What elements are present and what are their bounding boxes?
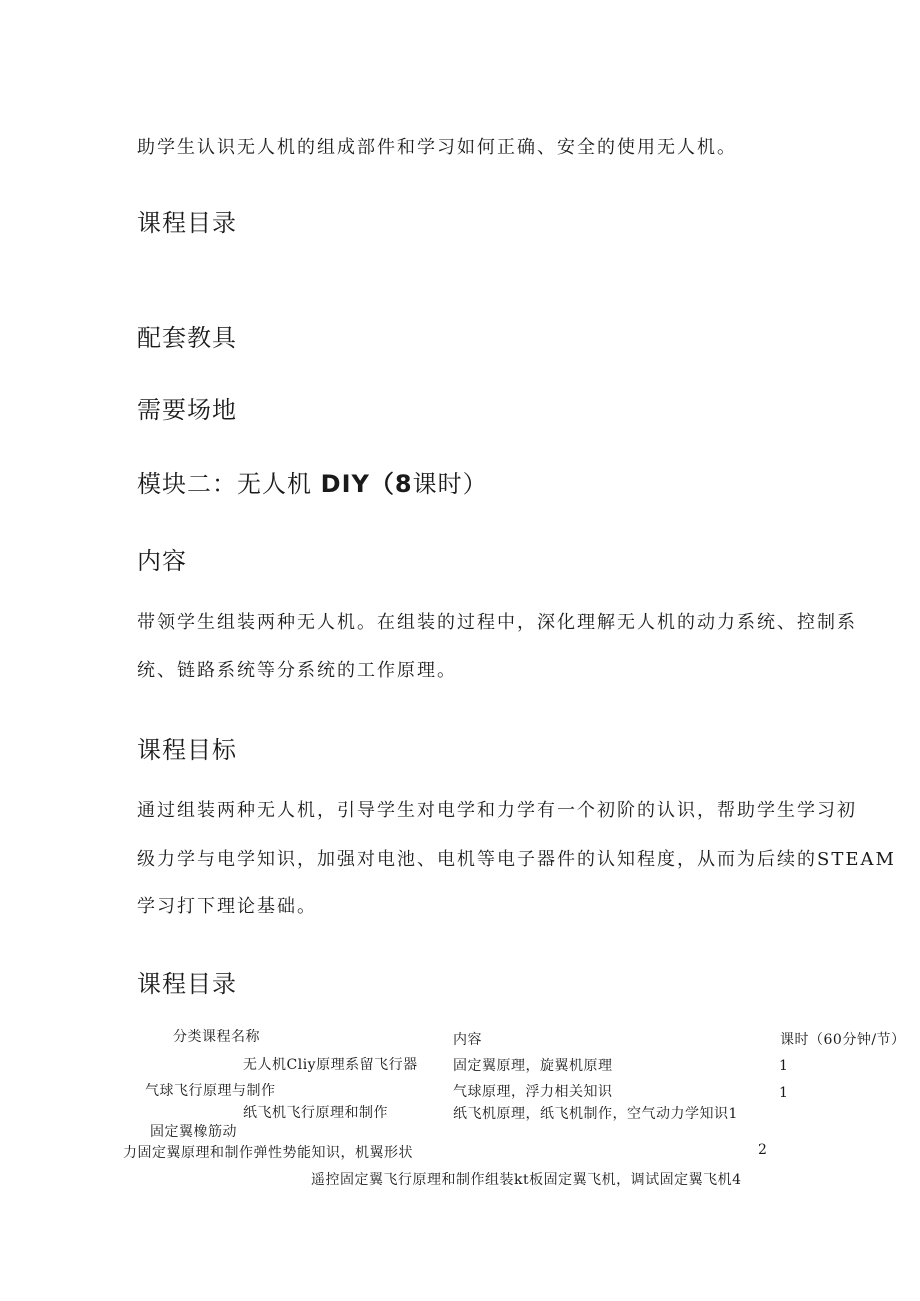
table-row-1-content: 固定翼原理，旋翼机原理: [453, 1058, 613, 1074]
table-row-1-hours: 1: [779, 1058, 789, 1074]
table-row-3-content: 纸飞机原理，纸飞机制作，空气动力学知识1: [453, 1106, 738, 1122]
content-paragraph-line1: 带领学生组装两种无人机。在组装的过程中，深化理解无人机的动力系统、控制系: [137, 612, 857, 633]
module-heading: [137, 464, 488, 499]
table-row-2-hours: 1: [779, 1085, 789, 1101]
section-heading-equipment: 配套教具: [137, 324, 237, 352]
section-heading-goal: 课程目标: [137, 736, 237, 764]
goal-paragraph-line2: 级力学与电学知识，加强对电池、电机等电子器件的认知程度，从而为后续的STEAM: [137, 849, 896, 870]
table-row-5-hours: 2: [758, 1142, 768, 1158]
table-header-hours: 课时（60分钟/节）: [780, 1032, 906, 1048]
content-paragraph-line2: 统、链路系统等分系统的工作原理。: [137, 660, 457, 681]
goal-paragraph-line1: 通过组装两种无人机，引导学生对电学和力学有一个初阶的认识，帮助学生学习初: [137, 800, 857, 821]
table-row-3-name: 纸飞机飞行原理和制作: [243, 1105, 388, 1121]
section-heading-venue: 需要场地: [137, 396, 237, 424]
table-row-2-name: 气球飞行原理与制作: [145, 1083, 276, 1099]
table-header-content: 内容: [453, 1032, 482, 1048]
section-heading-content: 内容: [137, 547, 187, 575]
table-row-4-name: 固定翼橡筋动: [150, 1124, 237, 1140]
module-heading-bold: DIY（8: [320, 470, 413, 498]
table-row-1-name: 无人机Cliy原理系留飞行器: [243, 1057, 418, 1073]
goal-paragraph-line3: 学习打下理论基础。: [137, 896, 317, 917]
table-header-category: 分类课程名称: [173, 1029, 260, 1045]
section-heading-toc-2: 课程目录: [137, 970, 237, 998]
intro-tail-text: 助学生认识无人机的组成部件和学习如何正确、安全的使用无人机。: [137, 137, 737, 158]
section-heading-toc: 课程目录: [137, 209, 237, 237]
table-row-5-name: 力固定翼原理和制作弹性势能知识，机翼形状: [123, 1145, 413, 1161]
table-row-2-content: 气球原理，浮力相关知识: [453, 1084, 613, 1100]
table-row-6-name: 遥控固定翼飞行原理和制作组装kt板固定翼飞机，调试固定翼飞机4: [311, 1172, 742, 1188]
module-heading-suffix: 课时）: [412, 470, 488, 498]
module-heading-prefix: 模块二：无人机: [137, 470, 321, 498]
